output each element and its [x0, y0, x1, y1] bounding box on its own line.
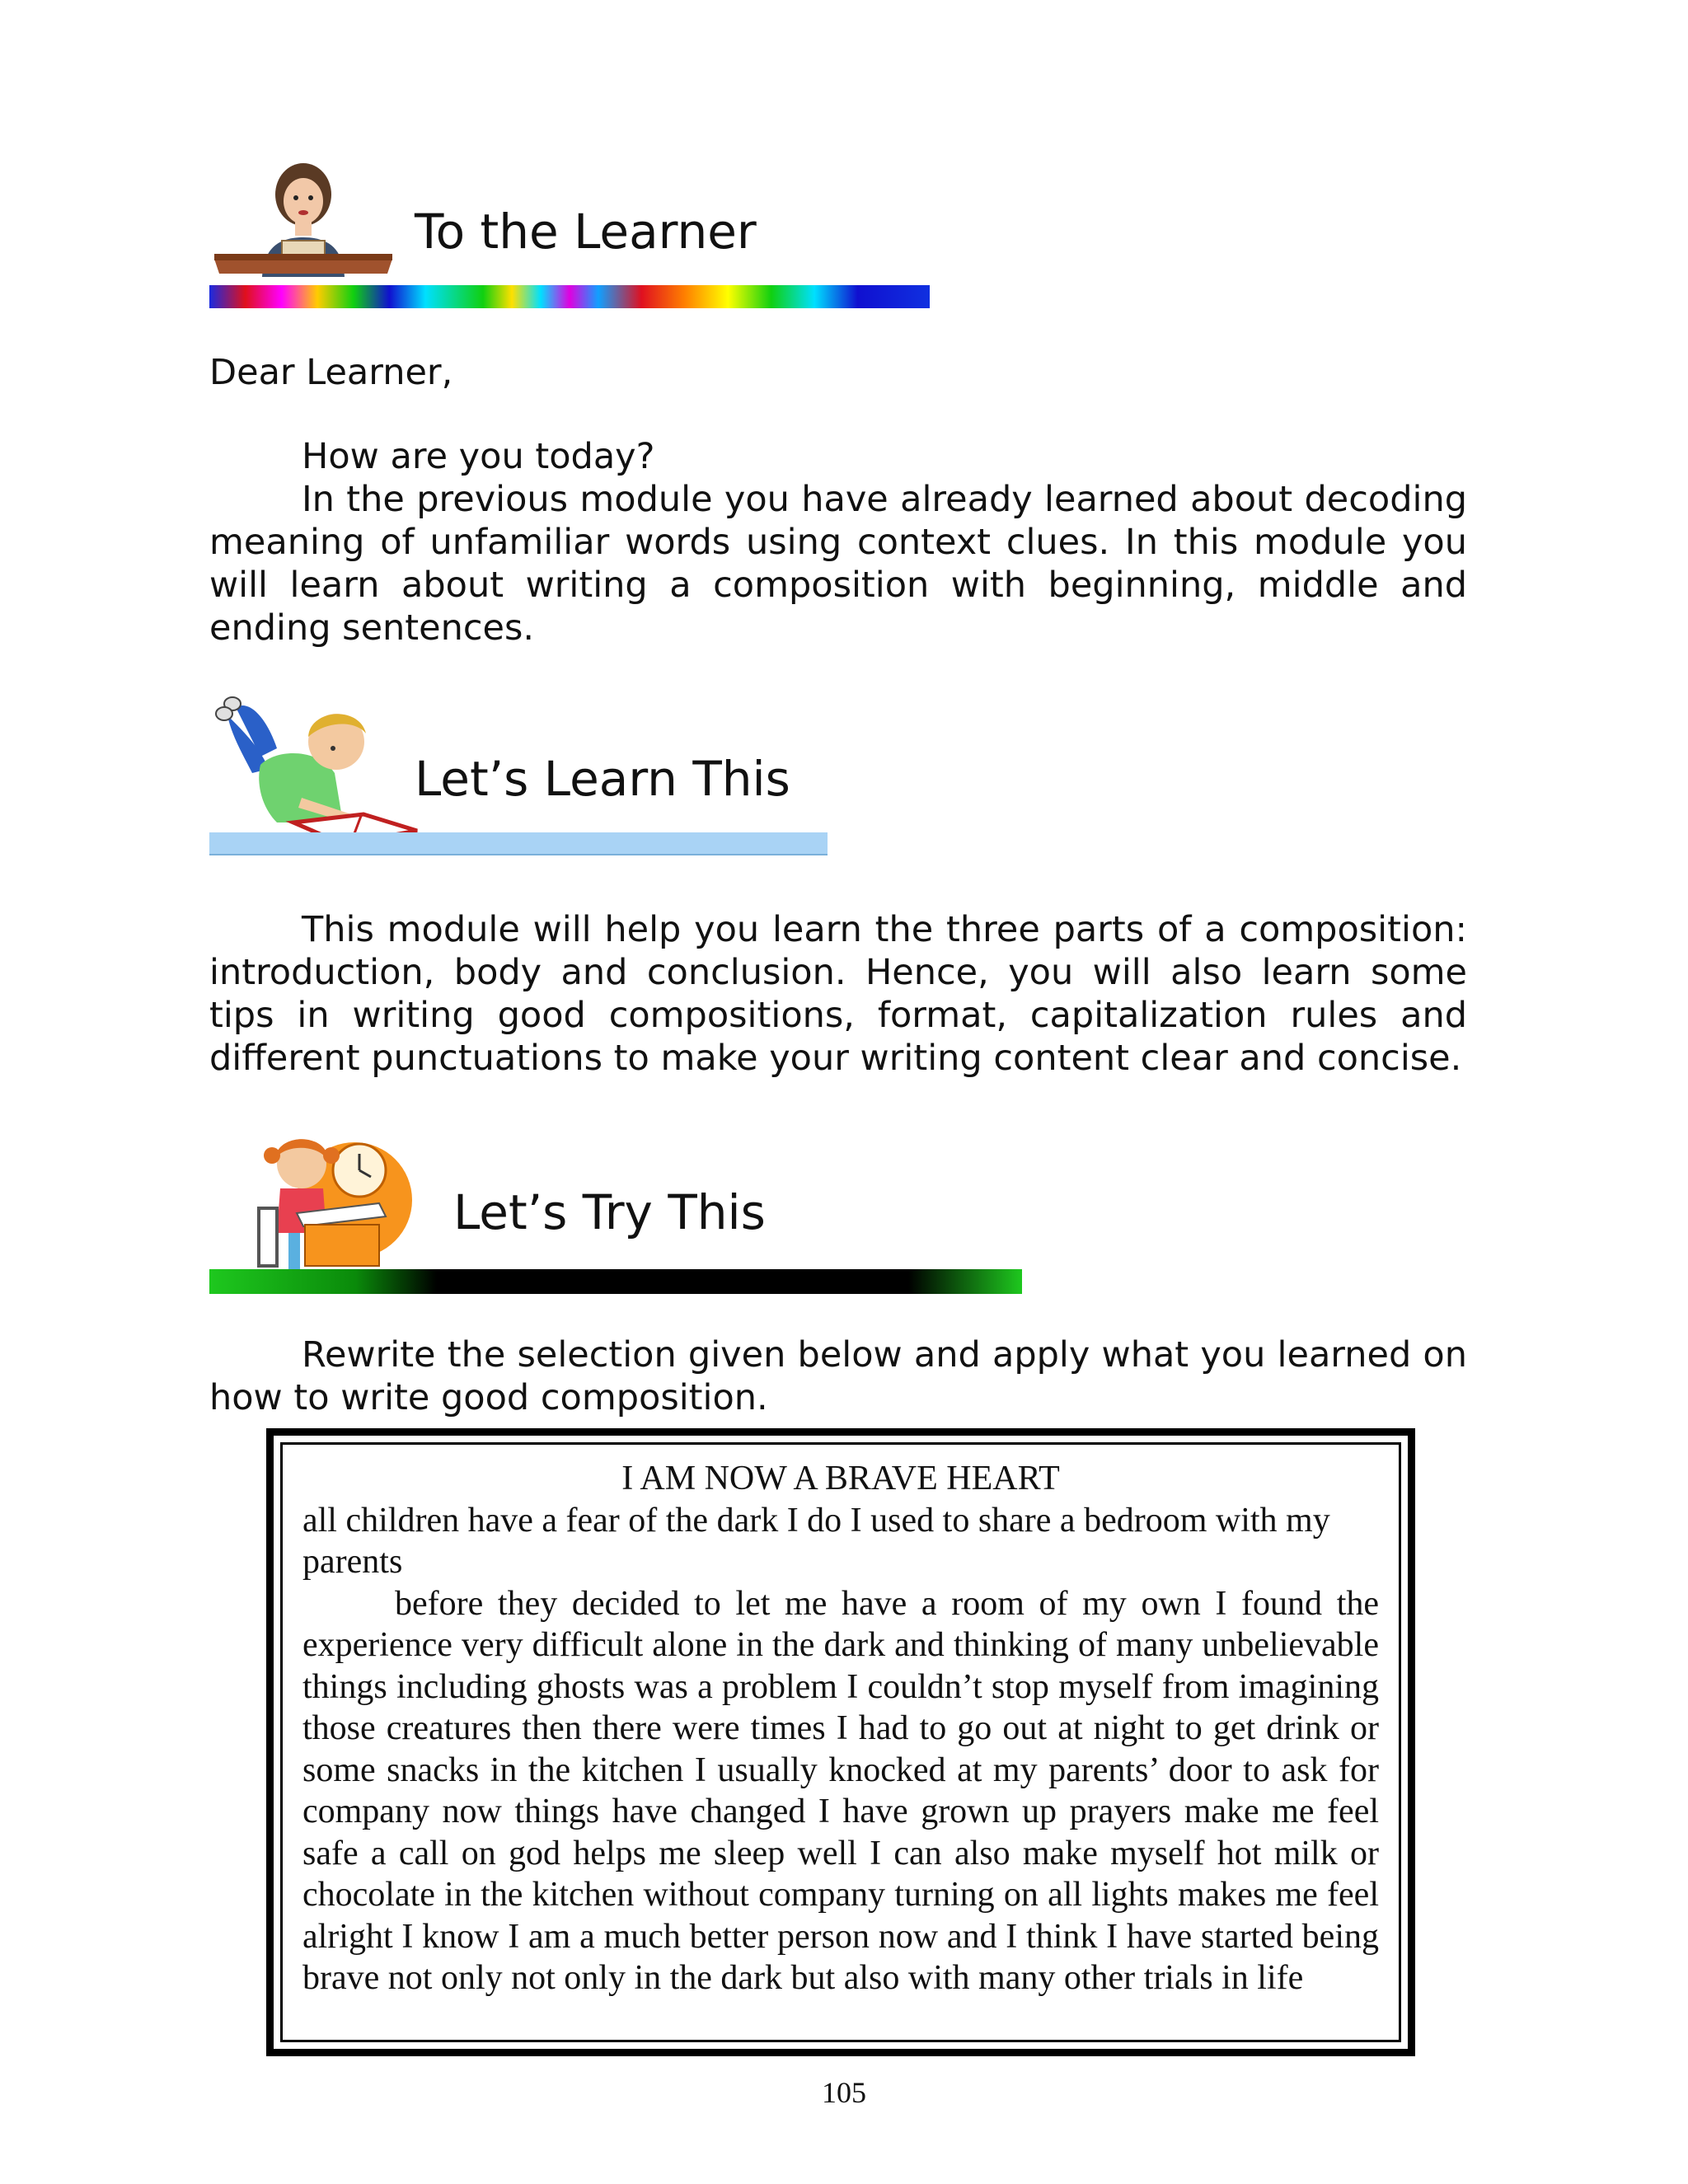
selection-paragraph-1: all children have a fear of the dark I do I used to share a bedroom with my parents — [302, 1501, 1330, 1581]
learn-paragraph: This module will help you learn the three parts of a composition: introduction, body and conclusion. Hence, you will also learn some tips in writing good compositions, format, capitalization rules and different punctuations to make your writing content clear and concise. — [209, 909, 1467, 1079]
green-black-divider — [209, 1269, 1022, 1294]
selection-paragraph-2: before they decided to let me have a room of my own I found the experience very difficult alone in the dark and thinking of many unbelievable things including ghosts was a problem I couldn’t stop myself from imagining those creatures then there were times I had to go out at night to get drink or some snacks in the kitchen I usually knocked at my parents’ door to ask for company now things have changed I have grown up prayers make me feel safe a call on god helps me sleep well I can also make myself hot milk or chocolate in the kitchen without company turning on all lights makes me feel alright I know I am a much better person now and I think I have started being brave not only not only in the dark but also with many other trials in life — [302, 1584, 1379, 1997]
selection-title: I AM NOW A BRAVE HEART — [621, 1460, 1060, 1497]
teacher-icon — [213, 162, 394, 277]
letter-line-2: In the previous module you have already learned about decoding meaning of unfamiliar words using context clues. In this module you will learn about writing a composition with beginning, middle and ending sentences. — [209, 479, 1467, 649]
selection-text — [302, 1500, 1379, 1999]
selection-box-inner — [280, 1442, 1401, 2042]
girl-studying-icon — [247, 1118, 412, 1276]
girl-desk-illustration — [247, 1118, 412, 1276]
section-title-lets-try-this: Let’s Try This — [453, 1184, 766, 1240]
selection-box — [266, 1428, 1415, 2056]
boy-reading-illustration — [211, 691, 427, 852]
salutation: Dear Learner, — [209, 352, 453, 393]
boy-reading-icon — [211, 691, 427, 852]
rainbow-divider — [209, 285, 930, 308]
section-title-lets-learn-this: Let’s Learn This — [415, 751, 790, 807]
try-paragraph: Rewrite the selection given below and apply what you learned on how to write good composition. — [209, 1334, 1467, 1418]
teacher-illustration — [213, 162, 394, 277]
page-number: 105 — [822, 2076, 866, 2109]
letter-line-1: How are you today? — [302, 436, 655, 477]
blue-divider — [209, 832, 828, 855]
letter-body — [209, 435, 1467, 649]
section-title-to-the-learner: To the Learner — [415, 204, 757, 260]
